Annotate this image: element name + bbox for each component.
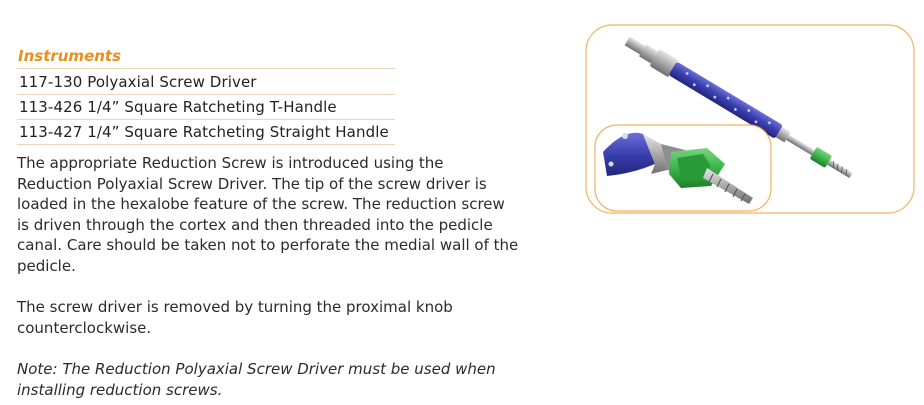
text-line: Note: The Reduction Polyaxial Screw Driver must be used when <box>17 360 496 378</box>
instruments-heading: Instruments <box>18 47 122 65</box>
text-line: counterclockwise. <box>17 318 152 337</box>
text-line: The screw driver is removed by turning the proximal knob <box>17 298 453 316</box>
text-line: canal. Care should be taken not to perforate the medial wall of the <box>17 236 519 254</box>
text-line: Reduction Polyaxial Screw Driver. The tip of the screw driver is <box>17 174 487 193</box>
instrument-item: 113-427 1/4” Square Ratcheting Straight Handle <box>19 123 389 141</box>
tip-detail-inset <box>595 125 771 211</box>
procedure-paragraph <box>17 153 557 276</box>
text-line: installing reduction screws. <box>17 380 223 399</box>
heading-rule <box>17 68 395 69</box>
screw-driver-illustration <box>585 24 915 216</box>
note-paragraph <box>17 359 557 400</box>
text-line: is driven through the cortex and then threaded into the pedicle <box>17 215 493 234</box>
instrument-item: 113-426 1/4” Square Ratcheting T-Handle <box>19 98 337 116</box>
instrument-item: 117-130 Polyaxial Screw Driver <box>19 73 257 91</box>
text-line: pedicle. <box>17 256 76 275</box>
removal-paragraph <box>17 297 557 338</box>
text-line: The appropriate Reduction Screw is introduced using the <box>17 154 444 172</box>
text-line: loaded in the hexalobe feature of the screw. The reduction screw <box>17 195 505 213</box>
instrument-divider <box>17 94 395 95</box>
instrument-divider <box>17 144 395 145</box>
instrument-divider <box>17 119 395 120</box>
